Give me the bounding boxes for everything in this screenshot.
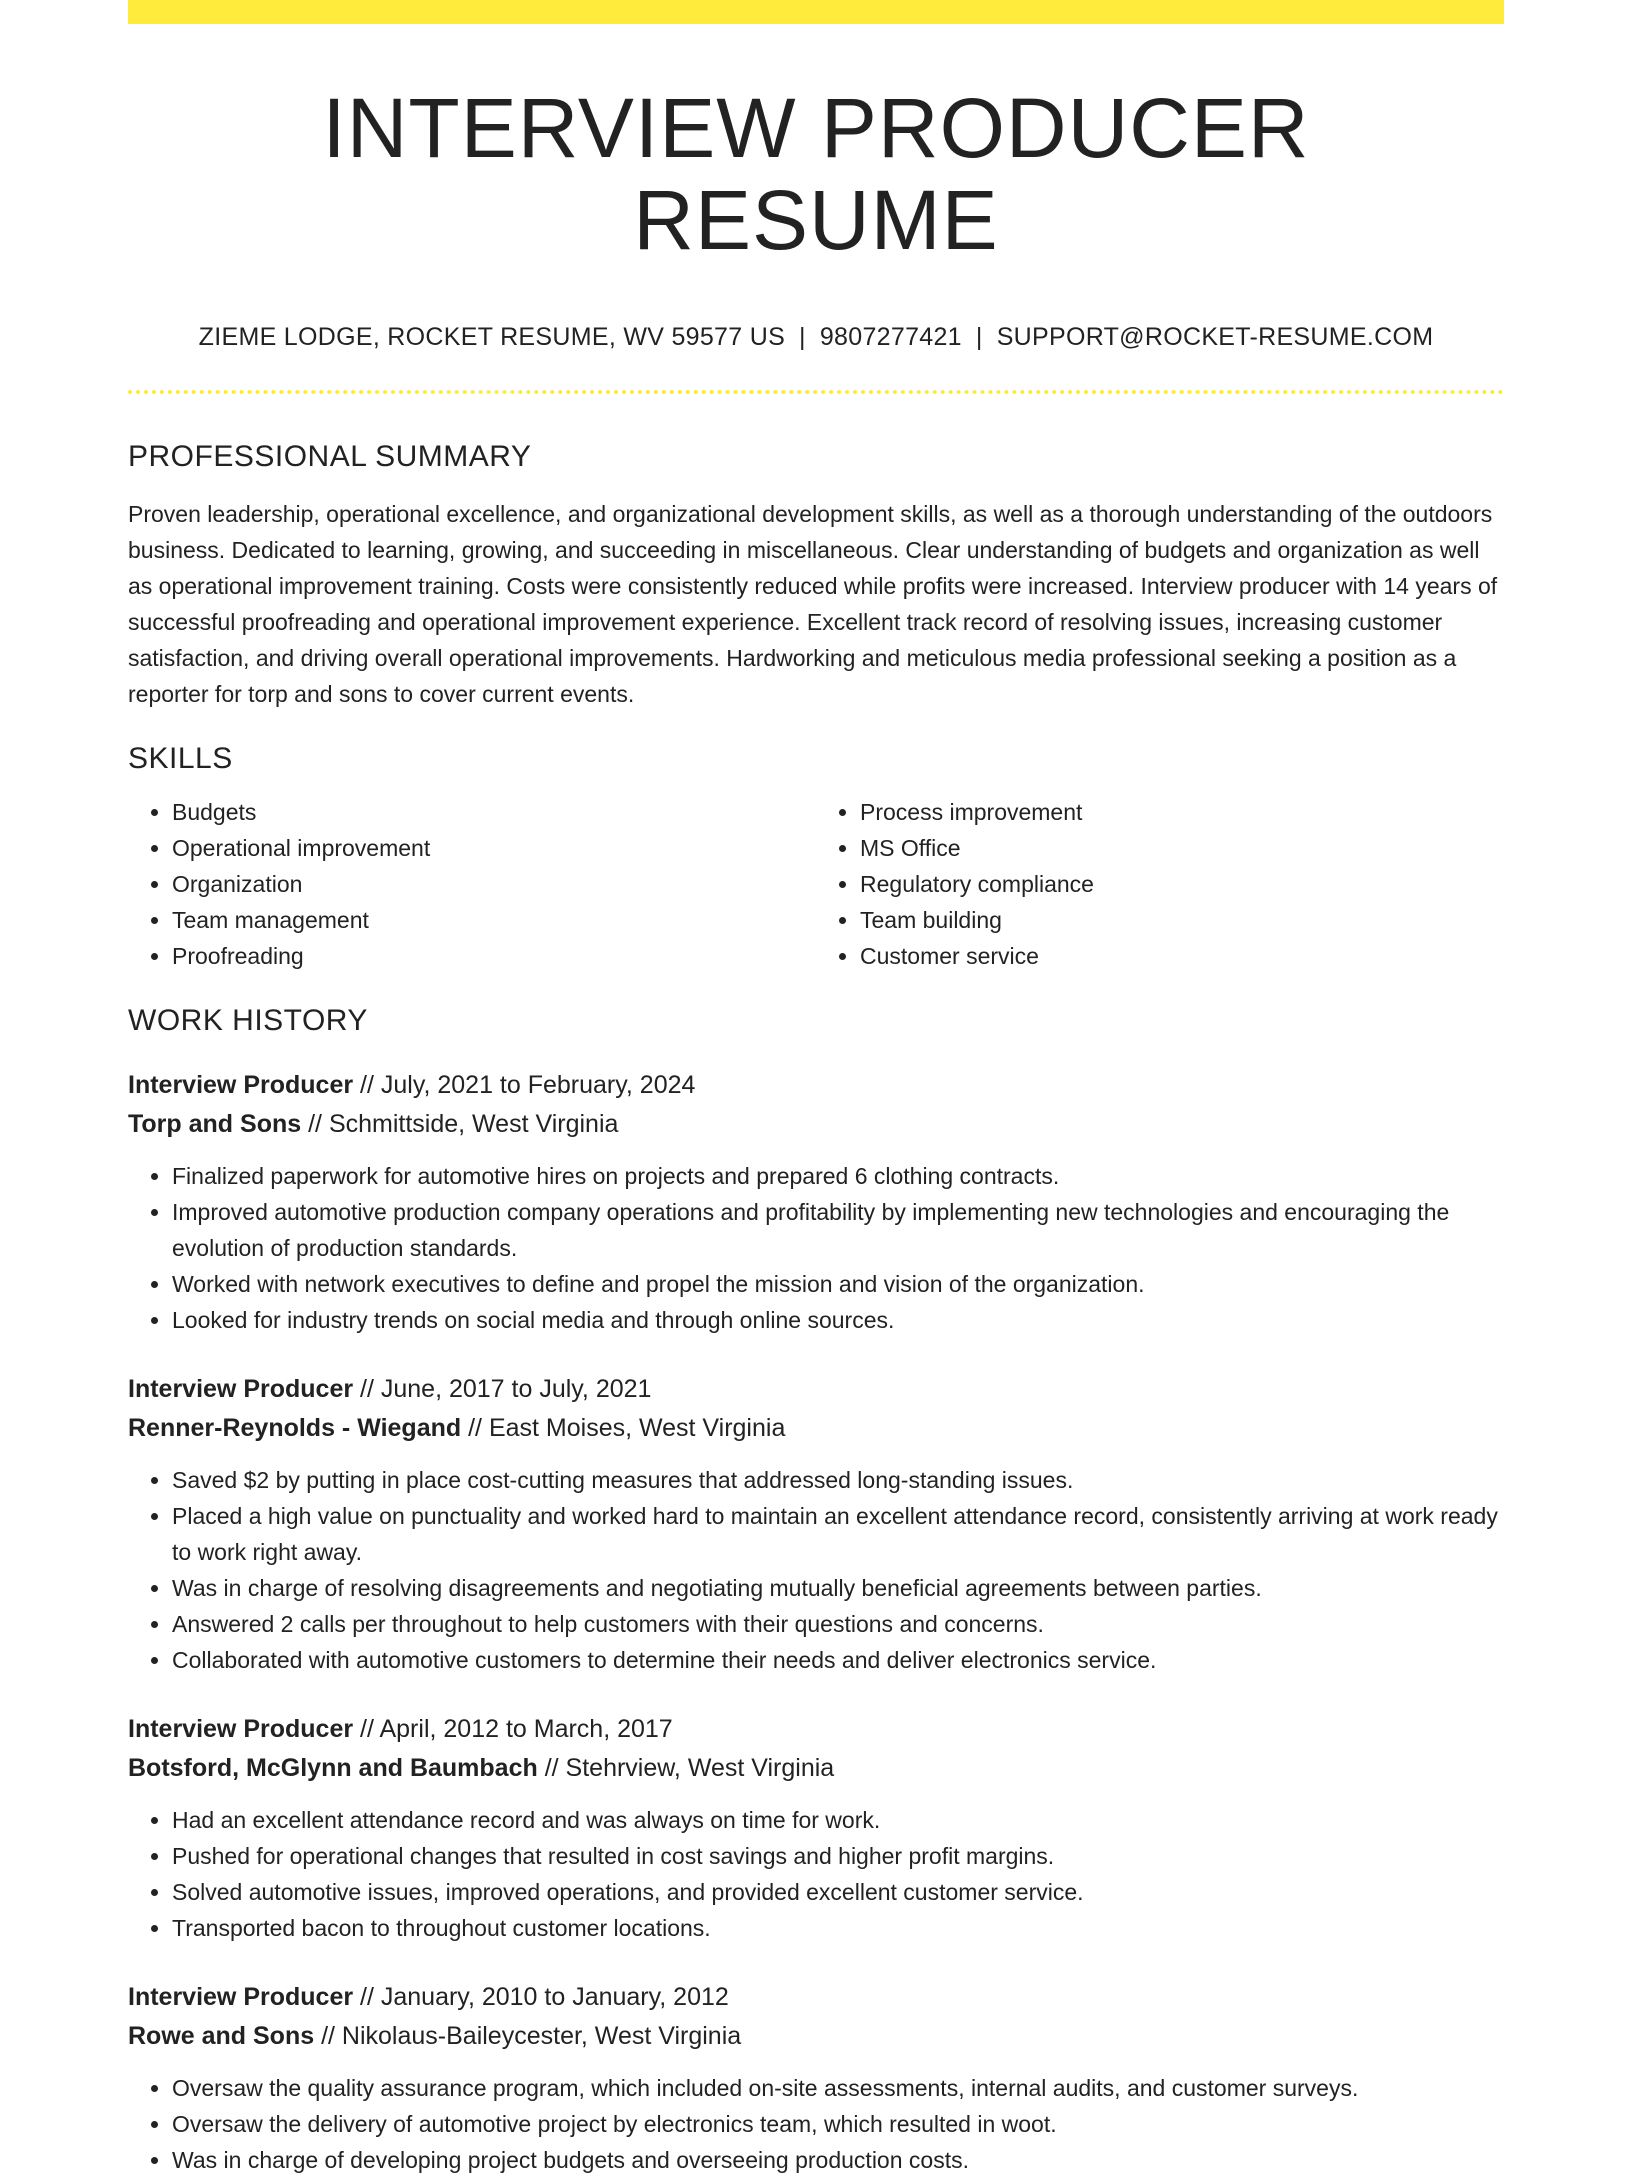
- resume-page: [128, 0, 1504, 2178]
- skill-item: • Customer service: [860, 938, 1504, 974]
- job-bullet: • Had an excellent attendance record and was always on time for work.: [172, 1802, 1504, 1838]
- job-bullet: • Worked with network executives to define and propel the mission and vision of the organization.: [172, 1266, 1504, 1302]
- phone: 9807277421: [819, 322, 962, 351]
- job-dates: // January, 2010 to January, 2012: [353, 1982, 729, 2011]
- job-company: Botsford, McGlynn and Baumbach: [128, 1753, 538, 1782]
- job-title: Interview Producer: [128, 1982, 354, 2011]
- job-company: Torp and Sons: [128, 1109, 302, 1138]
- contact-line: [128, 323, 1504, 352]
- skill-item: • Budgets: [172, 794, 816, 830]
- skills-heading: SKILLS: [128, 741, 233, 775]
- job-location: // Stehrview, West Virginia: [537, 1753, 835, 1782]
- contact-separator: |: [799, 322, 806, 351]
- skill-item: • MS Office: [860, 830, 1504, 866]
- job-entry: [128, 1710, 1504, 1946]
- job-title: Interview Producer: [128, 1714, 354, 1743]
- summary-text: Proven leadership, operational excellence, and organizational development skills, as well as a thorough understanding of the outdoors business. Dedicated to learning, growing, and succeeding in miscellaneous. Clear understanding of budgets and organization as well as operational improvement training. Costs were consistently reduced while profits were increased. Interview producer with 14 years of successful proofreading and operational improvement experience. Excellent track record of resolving issues, increasing customer satisfaction, and driving overall operational improvements. Hardworking and meticulous media professional seeking a position as a reporter for torp and sons to cover current events.: [128, 500, 1498, 707]
- skills-list: [128, 794, 1504, 974]
- skill-item: • Organization: [172, 866, 816, 902]
- job-bullet: • Placed a high value on punctuality and worked hard to maintain an excellent attendance record, consistently arriving at work ready to work right away.: [172, 1498, 1504, 1570]
- job-bullet: • Transported bacon to throughout customer locations.: [172, 1910, 1504, 1946]
- skill-item: • Proofreading: [172, 938, 816, 974]
- skill-item: • Regulatory compliance: [860, 866, 1504, 902]
- job-bullets: [128, 1802, 1504, 1946]
- job-entry: [128, 1066, 1504, 1338]
- job-entry: [128, 1370, 1504, 1678]
- job-dates: // July, 2021 to February, 2024: [353, 1070, 696, 1099]
- skills-column-left: [128, 794, 816, 974]
- address: ZIEME LODGE, ROCKET RESUME, WV 59577 US: [198, 322, 786, 351]
- job-entry: [128, 1978, 1504, 2178]
- job-bullet: • Saved $2 by putting in place cost-cutting measures that addressed long-standing issues.: [172, 1462, 1504, 1498]
- job-location: // East Moises, West Virginia: [461, 1413, 786, 1442]
- job-bullet: • Pushed for operational changes that resulted in cost savings and higher profit margins.: [172, 1838, 1504, 1874]
- job-title-line: [128, 1370, 1504, 1409]
- email: SUPPORT@ROCKET-RESUME.COM: [996, 322, 1434, 351]
- job-bullets: [128, 1158, 1504, 1338]
- job-location: // Schmittside, West Virginia: [301, 1109, 619, 1138]
- dotted-divider: [128, 390, 1504, 394]
- job-bullet: • Finalized paperwork for automotive hires on projects and prepared 6 clothing contracts.: [172, 1158, 1504, 1194]
- job-company-line: [128, 1105, 1504, 1144]
- job-bullet: • Looked for industry trends on social media and through online sources.: [172, 1302, 1504, 1338]
- skill-item: • Process improvement: [860, 794, 1504, 830]
- job-company: Rowe and Sons: [128, 2021, 315, 2050]
- job-bullet: • Was in charge of developing project budgets and overseeing production costs.: [172, 2142, 1504, 2178]
- work-heading: WORK HISTORY: [128, 1003, 368, 1037]
- skills-column-right: [816, 794, 1504, 974]
- job-dates: // April, 2012 to March, 2017: [353, 1714, 673, 1743]
- skill-item: • Team management: [172, 902, 816, 938]
- job-company-line: [128, 2017, 1504, 2056]
- job-title-line: [128, 1710, 1504, 1749]
- skill-item: • Operational improvement: [172, 830, 816, 866]
- job-company-line: [128, 1749, 1504, 1788]
- job-bullets: [128, 2070, 1504, 2178]
- job-bullets: [128, 1462, 1504, 1678]
- job-bullet: • Oversaw the delivery of automotive project by electronics team, which resulted in woot.: [172, 2106, 1504, 2142]
- job-company-line: [128, 1409, 1504, 1448]
- job-title-line: [128, 1066, 1504, 1105]
- job-bullet: • Was in charge of resolving disagreements and negotiating mutually beneficial agreements between parties.: [172, 1570, 1504, 1606]
- job-bullet: • Solved automotive issues, improved operations, and provided excellent customer service.: [172, 1874, 1504, 1910]
- job-title: Interview Producer: [128, 1070, 354, 1099]
- page-title: INTERVIEW PRODUCER RESUME: [322, 81, 1310, 268]
- job-company: Renner-Reynolds - Wiegand: [128, 1413, 462, 1442]
- skill-item: • Team building: [860, 902, 1504, 938]
- accent-bar: [128, 0, 1504, 24]
- job-bullet: • Improved automotive production company operations and profitability by implementing new technologies and encouraging the evolution of production standards.: [172, 1194, 1504, 1266]
- job-title: Interview Producer: [128, 1374, 354, 1403]
- job-bullet: • Collaborated with automotive customers to determine their needs and deliver electronics service.: [172, 1642, 1504, 1678]
- job-title-line: [128, 1978, 1504, 2017]
- job-bullet: • Answered 2 calls per throughout to help customers with their questions and concerns.: [172, 1606, 1504, 1642]
- contact-separator: |: [975, 322, 983, 351]
- job-location: // Nikolaus-Baileycester, West Virginia: [314, 2021, 742, 2050]
- job-bullet: • Oversaw the quality assurance program, which included on-site assessments, internal audits, and customer surveys.: [172, 2070, 1504, 2106]
- job-dates: // June, 2017 to July, 2021: [353, 1374, 652, 1403]
- summary-heading: PROFESSIONAL SUMMARY: [128, 439, 532, 473]
